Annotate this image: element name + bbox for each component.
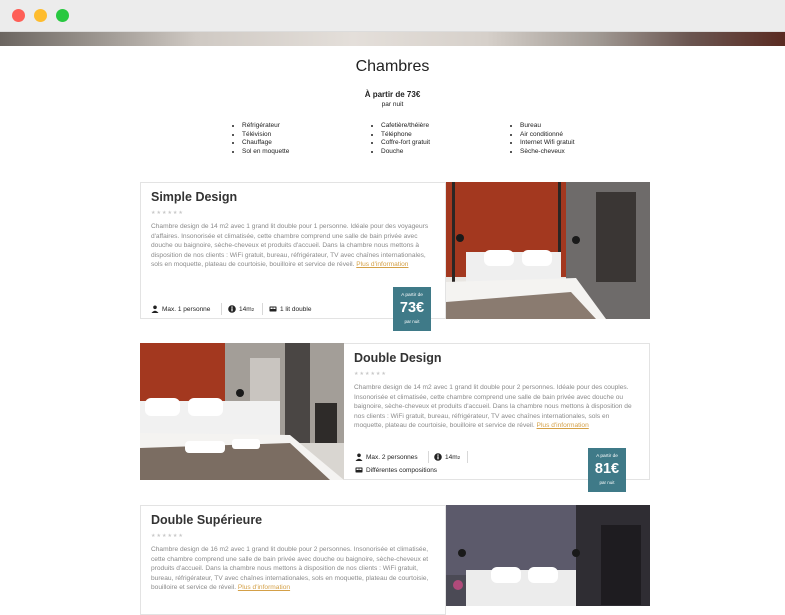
person-icon bbox=[355, 453, 363, 461]
info-icon bbox=[228, 305, 236, 313]
room-rating-stars: ★★★★★★ bbox=[151, 210, 184, 216]
more-info-link[interactable]: Plus d'information bbox=[356, 261, 409, 269]
room-bed bbox=[355, 466, 437, 474]
feature-divider bbox=[467, 451, 468, 463]
price-from-label: A partir de bbox=[596, 454, 618, 459]
bed-icon bbox=[269, 305, 277, 313]
bed-icon bbox=[355, 466, 363, 474]
hero-image-strip bbox=[0, 32, 785, 46]
room-title[interactable]: Double Design bbox=[354, 351, 442, 365]
room-bed bbox=[269, 305, 311, 313]
room-title[interactable]: Double Supérieure bbox=[151, 513, 263, 527]
room-description-text: Chambre design de 16 m2 avec 1 grand lit double pour 2 personnes. Insonorisée et climatisée, cette chambre comprend une salle de bain privée avec douche ou baignoire, sèche-cheveux et produits d'accueil. Dans la chambre nous mettons à disposition de nos clients : WiFi gratuit, bureau, réfrigérateur, TV avec chaînes internationales, sols en moquette, plateau de courtoisie, bouilloire et service de réveil. bbox=[151, 546, 429, 592]
price-value: 73€ bbox=[399, 300, 425, 316]
room-rating-stars: ★★★★★★ bbox=[151, 533, 184, 539]
window-minimize-button[interactable] bbox=[34, 9, 47, 22]
room-photo-image bbox=[446, 182, 650, 319]
feature-divider bbox=[262, 303, 263, 315]
amenity-item: • Télévision bbox=[242, 131, 289, 140]
capacity-label: Max. 2 personnes bbox=[366, 453, 418, 461]
size-unit-sup: 2 bbox=[251, 306, 255, 312]
amenity-item: • Sèche-cheveux bbox=[520, 148, 575, 157]
size-label: 14m bbox=[445, 453, 458, 461]
amenity-item: • Sol en moquette bbox=[242, 148, 289, 157]
amenity-item: • Internet Wifi gratuit bbox=[520, 139, 575, 148]
amenities-column-1 bbox=[242, 122, 289, 156]
room-description bbox=[151, 222, 436, 270]
amenity-item: • Téléphone bbox=[381, 131, 430, 140]
per-night-label: par nuit bbox=[381, 101, 404, 108]
info-icon bbox=[434, 453, 442, 461]
price-badge bbox=[588, 448, 626, 492]
room-photo-image bbox=[446, 505, 650, 606]
amenity-item: • Coffre-fort gratuit bbox=[381, 139, 430, 148]
page-title: Chambres bbox=[355, 58, 430, 75]
size-unit-sup: 2 bbox=[457, 454, 461, 460]
room-title[interactable]: Simple Design bbox=[151, 190, 238, 204]
room-photo-double-design[interactable] bbox=[140, 343, 344, 480]
room-capacity bbox=[151, 305, 210, 313]
amenity-item: • Douche bbox=[381, 148, 430, 157]
room-description-text: Chambre design de 14 m2 avec 1 grand lit double pour 1 personne. Idéale pour des voyageurs d'affaires. Insonorisée et climatisée, cette chambre comprend une salle de bain privée avec douche ou baignoire, sèche-cheveux et produits d'accueil. Dans la chambre nous mettons à disposition de nos clients : WiFi gratuit, bureau, réfrigérateur, TV avec chaînes internationales, sols en moquette, plateau de courtoisie, bouilloire et service de réveil. bbox=[151, 223, 429, 269]
person-icon bbox=[151, 305, 159, 313]
browser-toolbar bbox=[0, 0, 785, 32]
price-per-night: par nuit bbox=[599, 480, 615, 485]
room-photo-double-superieure[interactable] bbox=[446, 505, 650, 606]
amenity-item: • Bureau bbox=[520, 122, 575, 131]
room-description-text: Chambre design de 14 m2 avec 1 grand lit double pour 2 personnes. Idéale pour des couples. Insonorisée et climatisée, cette chambre comprend une salle de bain privée avec douche ou baignoire, sèche-cheveux et produits d'accueil. Dans la chambre nous mettons à disposition de nos clients : WiFi gratuit, bureau, réfrigérateur, TV avec chaînes internationales, sols en moquette, plateau de courtoisie, bouilloire et service de réveil. bbox=[354, 384, 632, 430]
room-photo-image bbox=[140, 343, 344, 480]
price-from: À partir de 73€ bbox=[364, 90, 421, 99]
room-capacity bbox=[355, 453, 418, 461]
amenities-column-3 bbox=[520, 122, 575, 156]
window-close-button[interactable] bbox=[12, 9, 25, 22]
price-value: 81€ bbox=[594, 461, 620, 477]
price-per-night: par nuit bbox=[404, 319, 420, 324]
bed-label: 1 lit double bbox=[280, 305, 312, 313]
room-description bbox=[151, 545, 436, 593]
room-description bbox=[354, 383, 639, 431]
bed-label: Différentes compositions bbox=[366, 466, 438, 474]
room-size bbox=[228, 305, 254, 313]
window-maximize-button[interactable] bbox=[56, 9, 69, 22]
room-size bbox=[434, 453, 460, 461]
amenities-column-2 bbox=[381, 122, 430, 156]
price-badge bbox=[393, 287, 431, 331]
amenity-item: • Chauffage bbox=[242, 139, 289, 148]
feature-divider bbox=[221, 303, 222, 315]
amenity-item: • Cafetière/théière bbox=[381, 122, 430, 131]
more-info-link[interactable]: Plus d'information bbox=[536, 422, 589, 430]
amenity-item: • Réfrigérateur bbox=[242, 122, 289, 131]
room-photo-simple-design[interactable] bbox=[446, 182, 650, 319]
size-label: 14m bbox=[239, 305, 252, 313]
price-from-label: A partir de bbox=[401, 293, 423, 298]
room-rating-stars: ★★★★★★ bbox=[354, 371, 387, 377]
feature-divider bbox=[428, 451, 429, 463]
amenity-item: • Air conditionné bbox=[520, 131, 575, 140]
capacity-label: Max. 1 personne bbox=[162, 305, 211, 313]
more-info-link[interactable]: Plus d'information bbox=[237, 584, 291, 592]
